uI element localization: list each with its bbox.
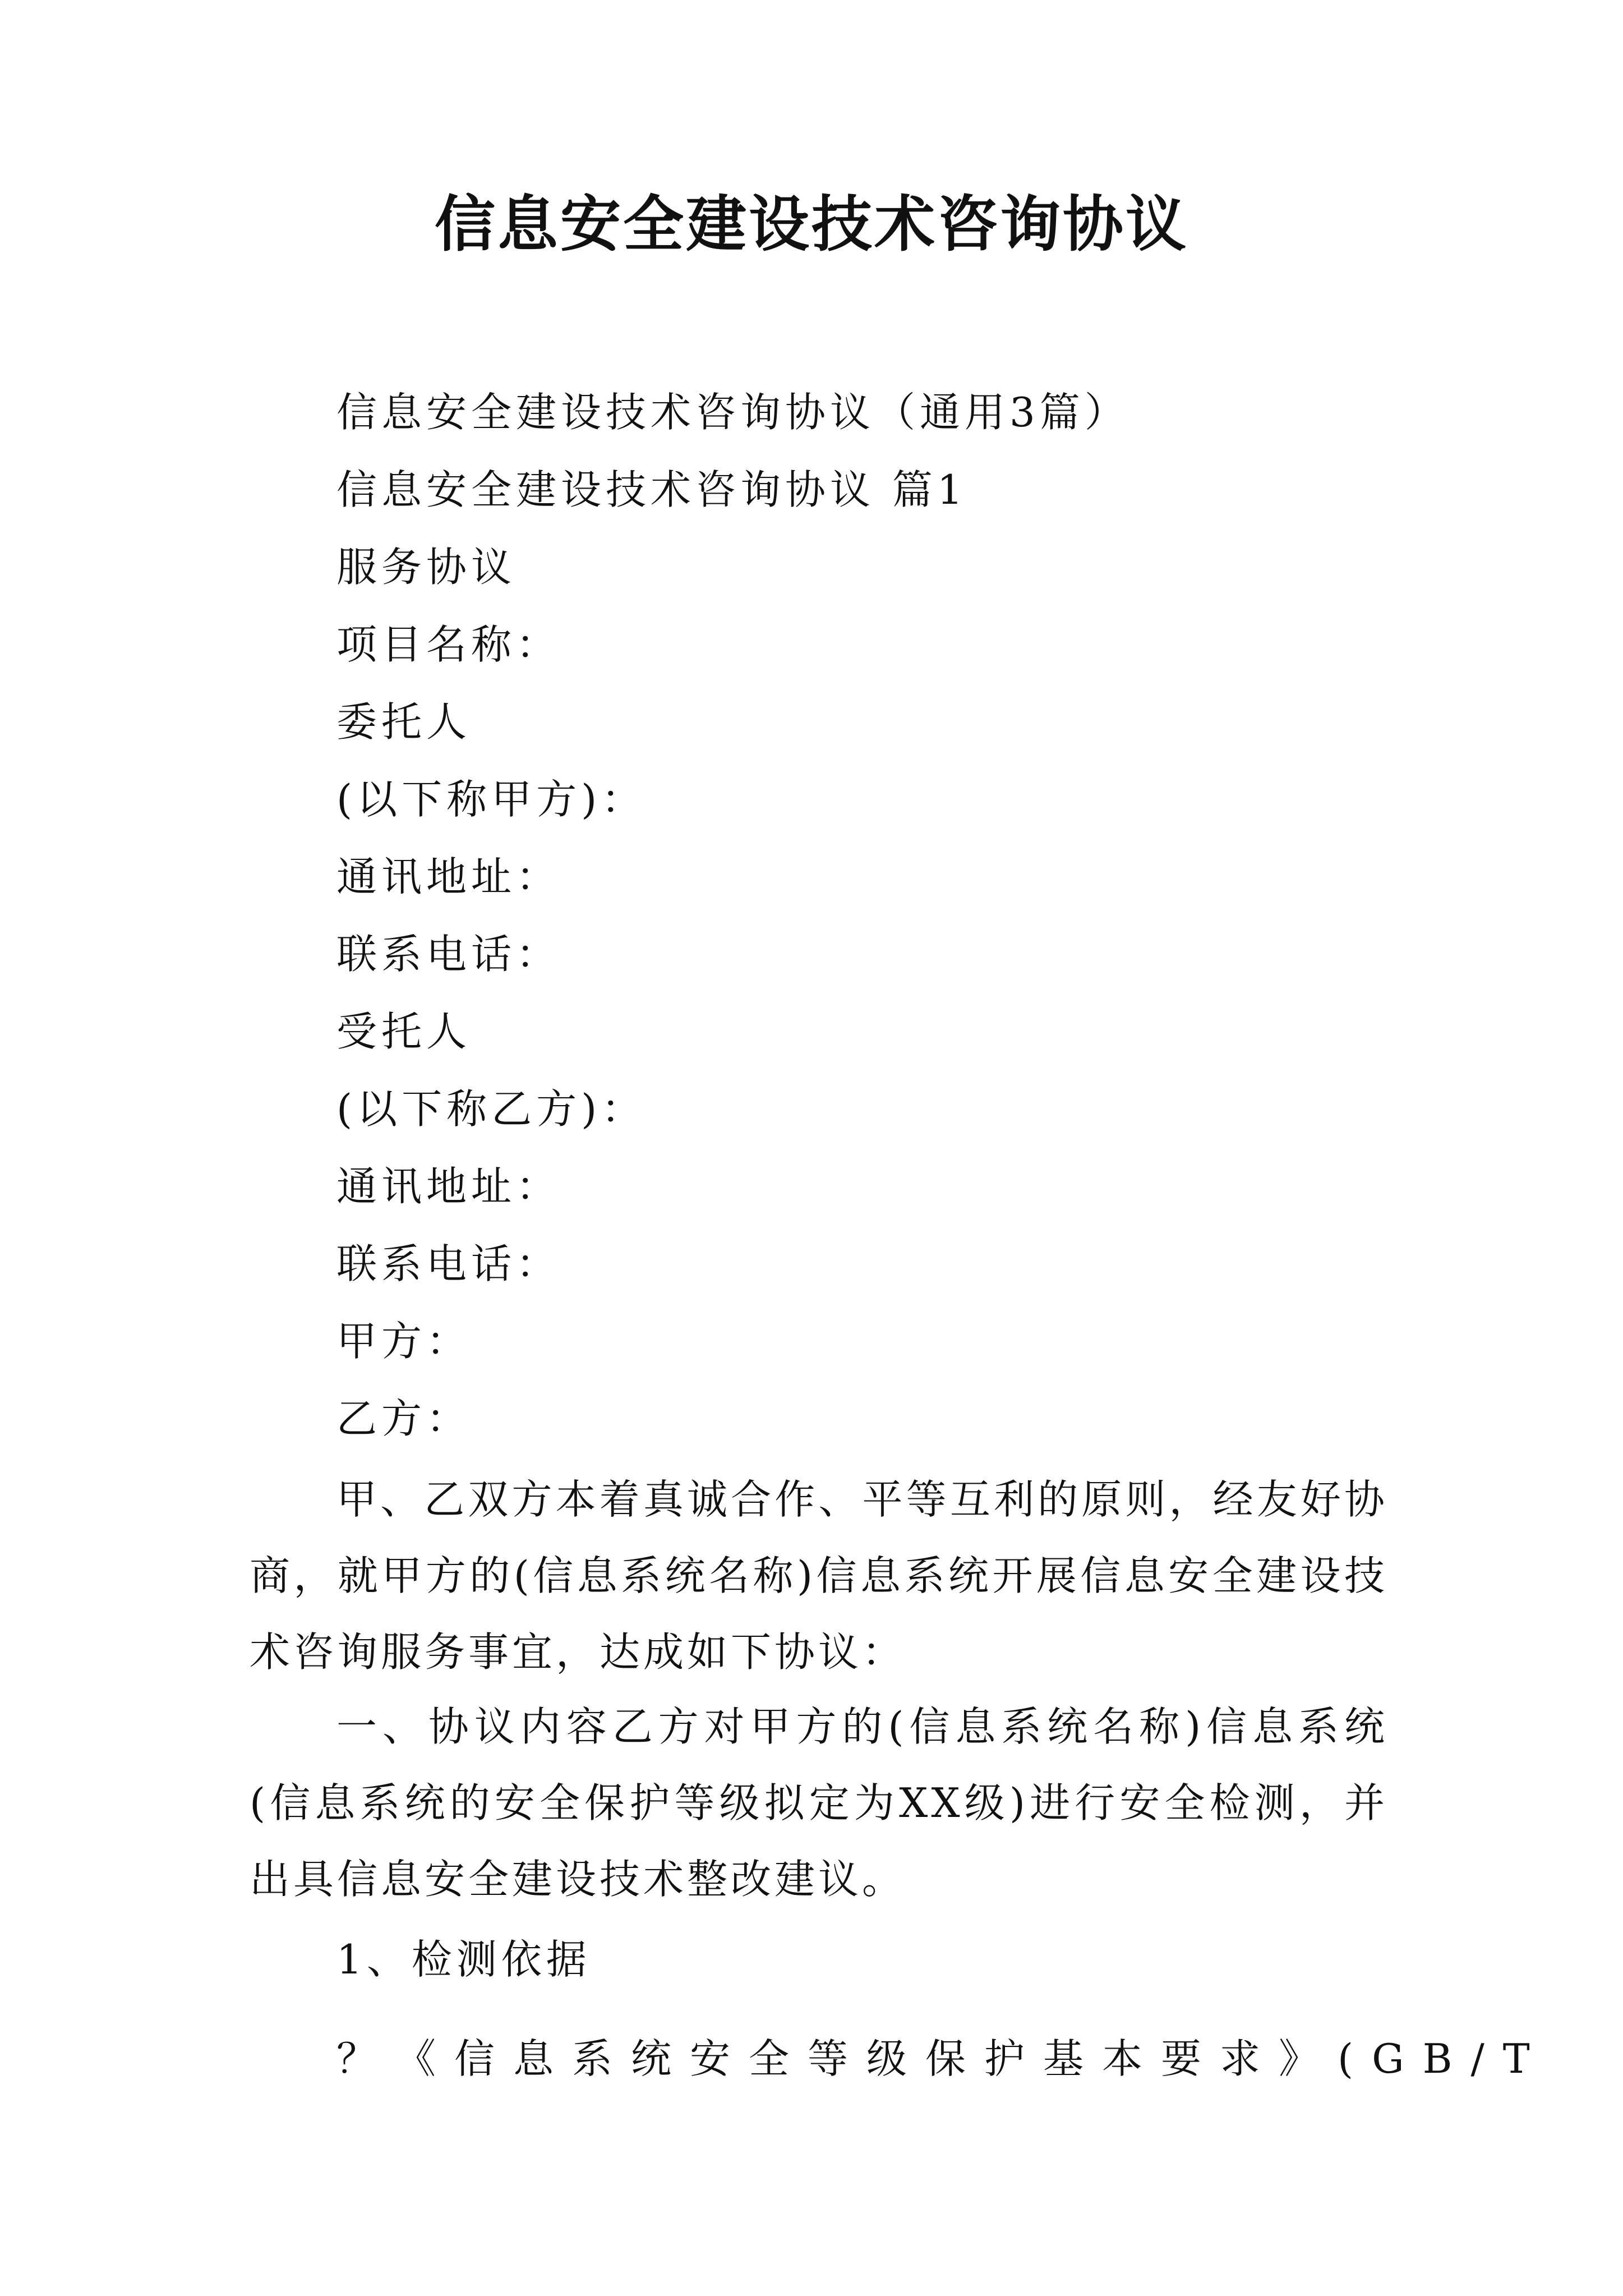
article-heading: 信息安全建设技术咨询协议 篇1 xyxy=(336,466,967,513)
intro-paragraph: 甲、乙双方本着真诚合作、平等互利的原则，经友好协商，就甲方的(信息系统名称)信息系统开展信息安全建设技术咨询服务事宜，达成如下协议： xyxy=(250,1476,1388,1676)
party-a-phone-label: 联系电话： xyxy=(336,931,561,978)
party-a-note: (以下称甲方)： xyxy=(336,776,647,823)
party-a-address-label: 通讯地址： xyxy=(336,853,561,900)
document-title: 信息安全建设技术咨询协议 xyxy=(434,189,1188,260)
party-a-label: 甲方： xyxy=(336,1318,472,1365)
client-label: 委托人 xyxy=(336,698,472,746)
content-paragraph: 一、协议内容乙方对甲方的(信息系统名称)信息系统(信息系统的安全保护等级拟定为XX级)进行安全检测，并出具信息安全建设技术整改建议。 xyxy=(250,1703,1388,1903)
agreement-type: 服务协议 xyxy=(336,544,517,591)
party-b-note: (以下称乙方)： xyxy=(336,1085,647,1133)
project-name-label: 项目名称： xyxy=(336,621,561,668)
party-b-phone-label: 联系电话： xyxy=(336,1240,561,1287)
party-b-address-label: 通讯地址： xyxy=(336,1163,561,1210)
subtitle-line: 信息安全建设技术咨询协议（通用3篇） xyxy=(336,389,1129,436)
section-heading: 1、检测依据 xyxy=(336,1936,591,1983)
standard-reference-line: ？《信息系统安全等级保护基本要求》(GB/T xyxy=(336,2035,1548,2082)
party-b-label: 乙方： xyxy=(336,1395,472,1442)
trustee-label: 受托人 xyxy=(336,1008,472,1055)
